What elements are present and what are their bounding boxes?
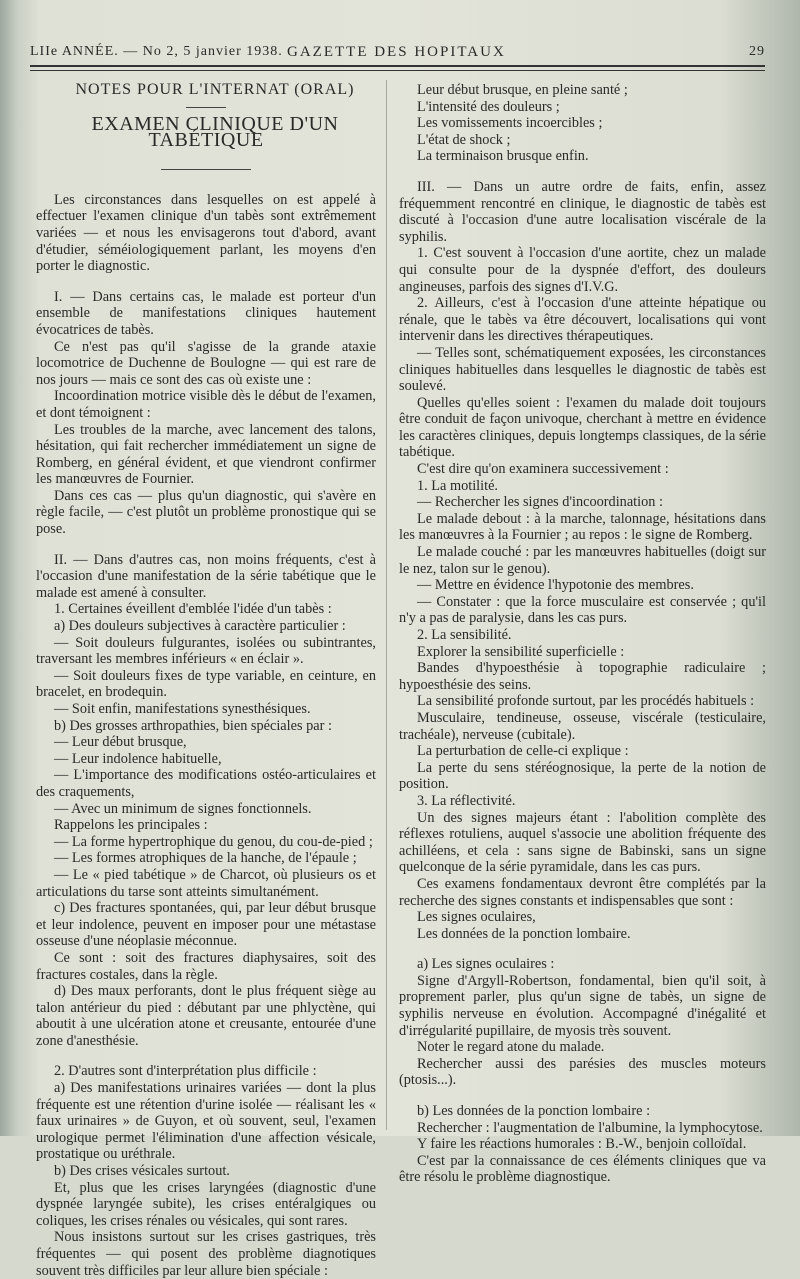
paragraph: — Leur indolence habituelle,	[54, 750, 222, 767]
paragraph: — Soit enfin, manifestations synesthésiques.	[54, 701, 311, 717]
paragraph: 1. La motilité.	[417, 477, 498, 494]
paragraph: La sensibilité profonde surtout, par les procédés habituels :	[417, 693, 755, 710]
journal-name: GAZETTE DES HOPITAUX	[287, 44, 506, 60]
paragraph: Bandes d'hypoesthésie à topographie radiculaire ; hypoesthésie des seins.	[399, 660, 766, 693]
paragraph: Les vomissements incoercibles ;	[417, 115, 603, 132]
paragraph: b) Des crises vésicales surtout.	[54, 1163, 230, 1180]
paragraph: b) Des grosses arthropathies, bien spéciales par :	[54, 717, 332, 734]
running-header	[30, 40, 765, 62]
paragraph: III. — Dans un autre ordre de faits, enfin, assez fréquemment rencontré en clinique, le diagnostic de tabès est discuté à l'occasion d'une autre localisation viscérale de la syphilis.	[399, 178, 766, 245]
paragraph: Le malade couché : par les manœuvres habituelles (doigt sur le nez, talon sur le genou).	[399, 544, 766, 577]
paragraph: — Leur début brusque,	[54, 734, 187, 751]
paragraph: Un des signes majeurs étant : l'abolition complète des réflexes rotuliens, auquel s'associe une abolition fréquente des achilléens, et cela : sans signe de Babinski, sans un signe quelconque de la série pyramidale, dans les cas purs.	[399, 809, 766, 876]
paragraph: Les données de la ponction lombaire.	[417, 925, 631, 942]
title-divider	[186, 107, 226, 108]
paragraph: I. — Dans certains cas, le malade est porteur d'un ensemble de manifestations cliniques hautement évocatrices de tabès.	[36, 288, 376, 338]
right-column	[399, 82, 766, 1186]
paragraph: Les signes oculaires,	[417, 909, 536, 926]
paragraph: Leur début brusque, en pleine santé ;	[417, 82, 628, 98]
paragraph: — Rechercher les signes d'incoordination :	[417, 494, 663, 511]
paragraph: Musculaire, tendineuse, osseuse, viscérale (testiculaire, trachéale), nerveuse (cubitale).	[399, 709, 766, 743]
paragraph: Nous insistons surtout sur les crises gastriques, très fréquentes — qui posent des problème diagnotiques souvent très difficiles par leur allure bien spéciale :	[36, 1229, 376, 1279]
paragraph: Rechercher : l'augmentation de l'albumine, la lymphocytose.	[417, 1119, 763, 1136]
paragraph: Les circonstances dans lesquelles on est appelé à effectuer l'examen clinique d'un tabès sont extrêmement variées — et nous les envisagerons tout d'abord, avant d'étudier, séméiologiquement parlant, les moyens d'en porter le diagnostic.	[36, 191, 376, 275]
section-label: NOTES POUR L'INTERNAT (ORAL)	[75, 81, 355, 98]
paragraph: L'état de shock ;	[417, 131, 511, 148]
paragraph: a) Les signes oculaires :	[417, 956, 555, 973]
paragraph: Explorer la sensibilité superficielle :	[417, 643, 625, 660]
paragraph: — La forme hypertrophique du genou, du cou-de-pied ;	[54, 833, 373, 850]
paragraph: Ces examens fondamentaux devront être complétés par la recherche des signes constants et indispensables que sont :	[399, 875, 766, 909]
paragraph: — Le « pied tabétique » de Charcot, où plusieurs os et articulations du tarse sont atteints simultanément.	[36, 866, 376, 900]
paragraph: — Soit douleurs fulgurantes, isolées ou subintrantes, traversant les membres inférieurs « en éclair ».	[36, 634, 376, 668]
paragraph: — Constater : que la force musculaire est conservée ; qu'il n'y a pas de paralysie, dans les cas purs.	[399, 593, 766, 627]
paragraph: Signe d'Argyll-Robertson, fondamental, bien qu'il soit, à proprement parler, plus qu'un signe de tabès, un signe de syphilis nerveuse en évolution. Accompagné d'inégalité et d'irrégularité pupillaire, de myosis très souvent.	[399, 972, 766, 1039]
article-title: EXAMEN CLINIQUE D'UN TABÉTIQUE	[91, 112, 339, 152]
paragraph: C'est par la connaissance de ces éléments cliniques que va être résolu le problème diagnostique.	[399, 1152, 766, 1186]
issue-line: LIIe ANNÉE. — No 2, 5 janvier 1938.	[30, 44, 283, 59]
paragraph: 1. Certaines éveillent d'emblée l'idée d'un tabès :	[54, 601, 332, 618]
paragraph: II. — Dans d'autres cas, non moins fréquents, c'est à l'occasion d'une manifestation de la série tabétique que le malade est amené à consulter.	[36, 551, 376, 601]
paragraph: 1. C'est souvent à l'occasion d'une aortite, chez un malade qui consulte pour de la dyspnée d'effort, des douleurs angineuses, parfois des signes d'I.V.G.	[399, 245, 766, 295]
paragraph: 2. D'autres sont d'interprétation plus difficile :	[54, 1063, 317, 1080]
paragraph: a) Des manifestations urinaires variées — dont la plus fréquente est une rétention d'urine isolée — réalisant les « faux urinaires » de Guyon, et où souvent, seul, l'examen urologique permet l'élimination d'une affection vésicale, prostatique ou uréthrale.	[36, 1080, 376, 1163]
paragraph: c) Des fractures spontanées, qui, par leur début brusque et leur indolence, peuvent en imposer pour une métastase osseuse d'une néoplasie méconnue.	[36, 900, 376, 950]
paragraph: La perte du sens stéréognosique, la perte de la notion de position.	[399, 759, 766, 793]
column-divider	[386, 80, 387, 1130]
paragraph: La terminaison brusque enfin.	[417, 148, 589, 165]
title-divider	[161, 169, 251, 170]
paragraph: d) Des maux perforants, dont le plus fréquent siège au talon antérieur du pied : débutant par une phlyctène, qui aboutit à une ulcération atone et creusante, entourée d'une zone d'anesthésie.	[36, 983, 376, 1049]
paragraph: — Mettre en évidence l'hypotonie des membres.	[417, 577, 694, 594]
paragraph: 3. La réflectivité.	[417, 792, 516, 809]
header-rule	[30, 65, 765, 71]
paragraph: — Les formes atrophiques de la hanche, de l'épaule ;	[54, 850, 357, 867]
left-column	[36, 82, 376, 1279]
paragraph: — L'importance des modifications ostéo-articulaires et des craquements,	[36, 767, 376, 800]
paragraph: — Avec un minimum de signes fonctionnels.	[54, 800, 312, 817]
paragraph: b) Les données de la ponction lombaire :	[417, 1103, 651, 1120]
paragraph: Quelles qu'elles soient : l'examen du malade doit toujours être conduit de façon univoque, cherchant à mettre en évidence les caractères cliniques, depuis longtemps classiques, de la série tabétique.	[399, 394, 766, 461]
paragraph: Y faire les réactions humorales : B.-W., benjoin colloïdal.	[417, 1136, 747, 1153]
paragraph: 2. La sensibilité.	[417, 627, 512, 643]
paragraph: — Telles sont, schématiquement exposées, les circonstances cliniques habituelles dans lesquelles le diagnostic de tabès est soulevé.	[399, 344, 766, 395]
paragraph: Ce sont : soit des fractures diaphysaires, soit des fractures costales, dans la règle.	[36, 949, 376, 983]
paragraph: Les troubles de la marche, avec lancement des talons, hésitation, qui fait rechercher immédiatement un signe de Romberg, en général évident, et que viendront confirmer les manœuvres de Fournier.	[36, 421, 376, 488]
paragraph: Dans ces cas — plus qu'un diagnostic, qui s'avère en règle facile, — c'est plutôt un problème pronostique qui se pose.	[36, 487, 376, 538]
paragraph: 2. Ailleurs, c'est à l'occasion d'une atteinte hépatique ou rénale, que le tabès va être découvert, localisations qui vont intervenir dans les directives thérapeutiques.	[399, 295, 766, 345]
page-number: 29	[749, 44, 765, 59]
paragraph: Le malade debout : à la marche, talonnage, hésitations dans les manœuvres à la Fournier ; au repos : le signe de Romberg.	[399, 510, 766, 544]
paragraph: L'intensité des douleurs ;	[417, 98, 560, 115]
paragraph: Et, plus que les crises laryngées (diagnostic d'une dyspnée laryngée subite), les crises entéralgiques ou coliques, les crises rénales ou vésicales, qui sont rares.	[36, 1179, 376, 1229]
paragraph: Noter le regard atone du malade.	[417, 1039, 605, 1056]
paragraph: Rappelons les principales :	[54, 817, 208, 834]
paragraph: C'est dire qu'on examinera successivement :	[417, 461, 669, 478]
paragraph: Incoordination motrice visible dès le début de l'examen, et dont témoignent :	[36, 388, 376, 421]
paragraph: — Soit douleurs fixes de type variable, en ceinture, en bracelet, en brodequin.	[36, 667, 376, 701]
paragraph: Rechercher aussi des parésies des muscles moteurs (ptosis...).	[399, 1055, 766, 1089]
paragraph: La perturbation de celle-ci explique :	[417, 743, 629, 760]
paragraph: Ce n'est pas qu'il s'agisse de la grande ataxie locomotrice de Duchenne de Boulogne — qui est rare de nos jours — mais ce sont des cas où existe une :	[36, 338, 376, 388]
paragraph: a) Des douleurs subjectives à caractère particulier :	[54, 618, 346, 635]
